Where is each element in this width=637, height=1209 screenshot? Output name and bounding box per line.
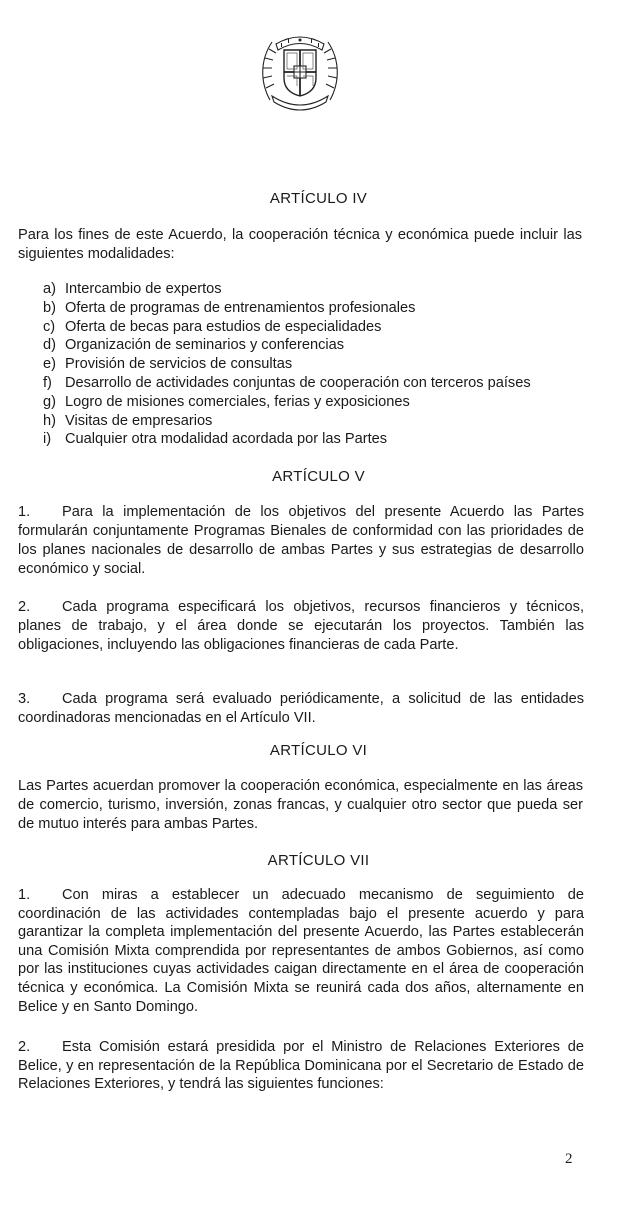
list-item: c) Oferta de becas para estudios de especialidades	[43, 318, 382, 335]
article-5-paragraph-1: 1. Para la implementación de los objetivos del presente Acuerdo las Partes formularán conjuntamente Programas Bienales de conformidad con las prioridades de los planes nacionales de desarrollo de ambas Partes y sus estrategias de desarrollo económico y social.	[18, 504, 584, 577]
list-item: a) Intercambio de expertos	[43, 281, 222, 297]
list-item: h) Visitas de empresarios	[43, 412, 213, 429]
coat-of-arms-icon	[252, 22, 348, 114]
article-5-paragraph-3: 3. Cada programa será evaluado periódicamente, a solicitud de las entidades coordinadoras mencionadas en el Artículo VII.	[18, 691, 584, 726]
article-5-heading: ARTÍCULO V	[272, 468, 365, 485]
article-4-heading: ARTÍCULO IV	[269, 190, 368, 207]
page-number: 2	[565, 1151, 573, 1167]
list-item: b) Oferta de programas de entrenamientos profesionales	[43, 299, 416, 316]
article-5-paragraph-2: 2. Cada programa especificará los objetivos, recursos financieros y técnicos, planes de trabajo, y el área donde se ejecutarán los proyectos. También las obligaciones, incluyendo las obligaciones financieras de cada Parte.	[18, 599, 584, 653]
article-6-paragraph: Las Partes acuerdan promover la cooperación económica, especialmente en las áreas de comercio, turismo, inversión, zonas francas, y cualquier otro sector que pueda ser de mutuo interés para ambas Partes.	[18, 778, 583, 832]
article-7-paragraph-1: 1. Con miras a establecer un adecuado mecanismo de seguimiento de coordinación de las actividades contempladas bajo el presente acuerdo y para garantizar la completa implementación del presente Acuerdo, las Partes establecerán una Comisión Mixta comprendida por representantes de ambos Gobiernos, así como por las instituciones cuyas actividades caigan directamente en el área de cooperación técnica y económica. La Comisión Mixta se reunirá cada dos años, alternamente en Belice y en Santo Domingo.	[18, 887, 584, 1015]
list-item: f) Desarrollo de actividades conjuntas de cooperación con terceros países	[43, 374, 531, 391]
list-item: i) Cualquier otra modalidad acordada por las Partes	[43, 431, 388, 448]
article-7-paragraph-2: 2. Esta Comisión estará presidida por el Ministro de Relaciones Exteriores de Belice, y en representación de la República Dominicana por el Secretario de Estado de Relaciones Exteriores, y tendrá las siguientes funciones:	[18, 1039, 584, 1093]
list-item: d) Organización de seminarios y conferencias	[43, 337, 345, 354]
article-7-heading: ARTÍCULO VII	[267, 852, 370, 869]
article-6-heading: ARTÍCULO VI	[269, 742, 368, 759]
list-item: g) Logro de misiones comerciales, ferias y exposiciones	[43, 393, 410, 410]
article-4-intro: Para los fines de este Acuerdo, la cooperación técnica y económica puede incluir las siguientes modalidades:	[18, 227, 582, 262]
modalities-list	[43, 280, 583, 449]
list-item: e) Provisión de servicios de consultas	[43, 356, 293, 373]
